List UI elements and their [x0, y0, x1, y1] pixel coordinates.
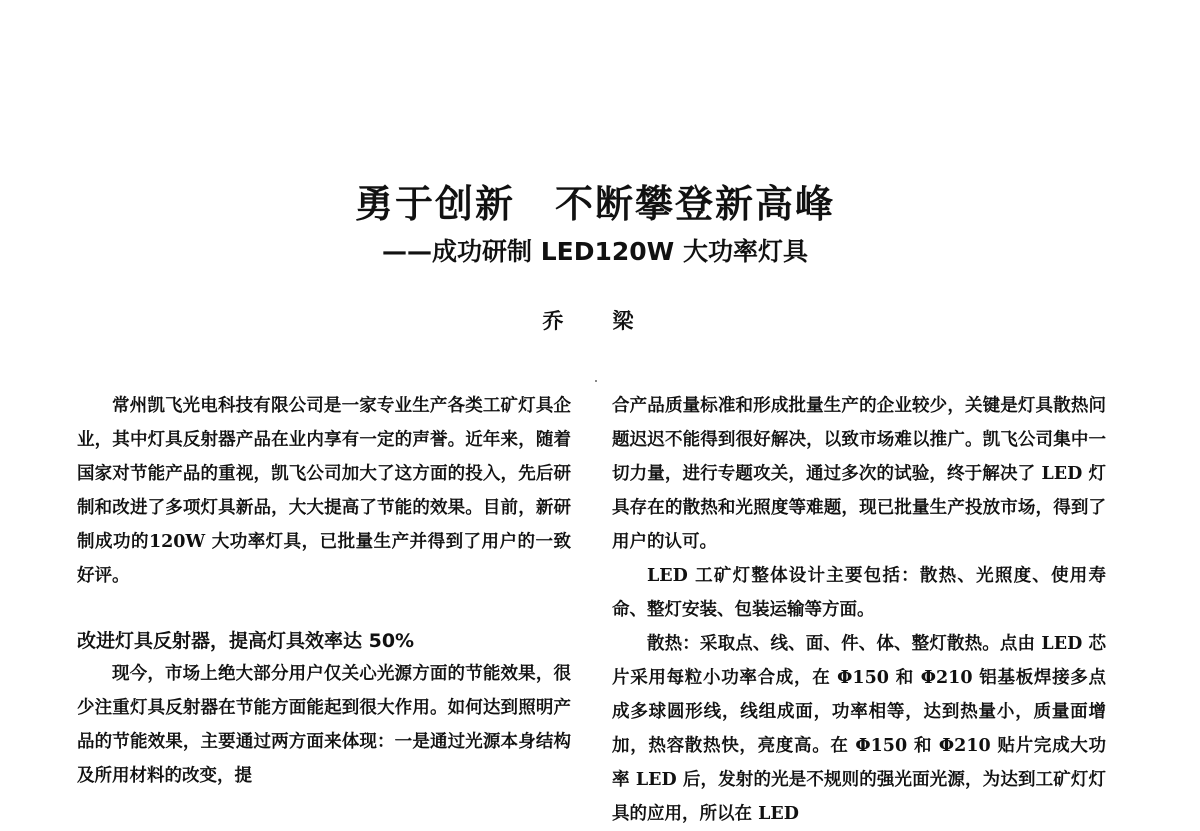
left-paragraph-2: 现今，市场上绝大部分用户仅关心光源方面的节能效果，很少注重灯具反射器在节能方面能起到很大作用。如何达到照明产品的节能效果，主要通过两方面来体现：一是通过光源本身结构及所用材料的改变，提 [77, 664, 571, 786]
right-column [612, 389, 1106, 831]
right-paragraph-1: 合产品质量标准和形成批量生产的企业较少，关键是灯具散热问题迟迟不能得到很好解决，以致市场难以推广。凯飞公司集中一切力量，进行专题攻关，通过多次的试验，终于解决了 LED 灯具存在的散热和光照度等难题，现已批量生产投放市场，得到了用户的认可。 [612, 396, 1106, 552]
right-paragraph-2: LED 工矿灯整体设计主要包括：散热、光照度、使用寿命、整灯安装、包装运输等方面。 [612, 566, 1106, 620]
article-title: 勇于创新 不断攀登新高峰 [354, 182, 835, 226]
left-paragraph-1: 常州凯飞光电科技有限公司是一家专业生产各类工矿灯具企业，其中灯具反射器产品在业内享有一定的声誉。近年来，随着国家对节能产品的重视，凯飞公司加大了这方面的投入，先后研制和改进了多项灯具新品，大大提高了节能的效果。目前，新研制成功的120W 大功率灯具，已批量生产并得到了用户的一致好评。 [77, 396, 571, 586]
section-heading: 改进灯具反射器，提高灯具效率达 50% [77, 630, 415, 652]
right-paragraph-3: 散热：采取点、线、面、件、体、整灯散热。点由 LED 芯片采用每粒小功率合成，在 Φ150 和 Φ210 铝基板焊接多点成多球圆形线，线组成面，功率相等，达到热量小，质量面增加，热容散热快，亮度高。在 Φ150 和 Φ210 贴片完成大功率 LED 后，发射的光是不规则的强光面光源，为达到工矿灯灯具的应用，所以在 LED [612, 634, 1106, 824]
scan-speck [595, 380, 597, 382]
left-column [77, 389, 571, 793]
article-subtitle: ——成功研制 LED120W 大功率灯具 [382, 237, 808, 266]
article-author: 乔 梁 [542, 309, 648, 333]
